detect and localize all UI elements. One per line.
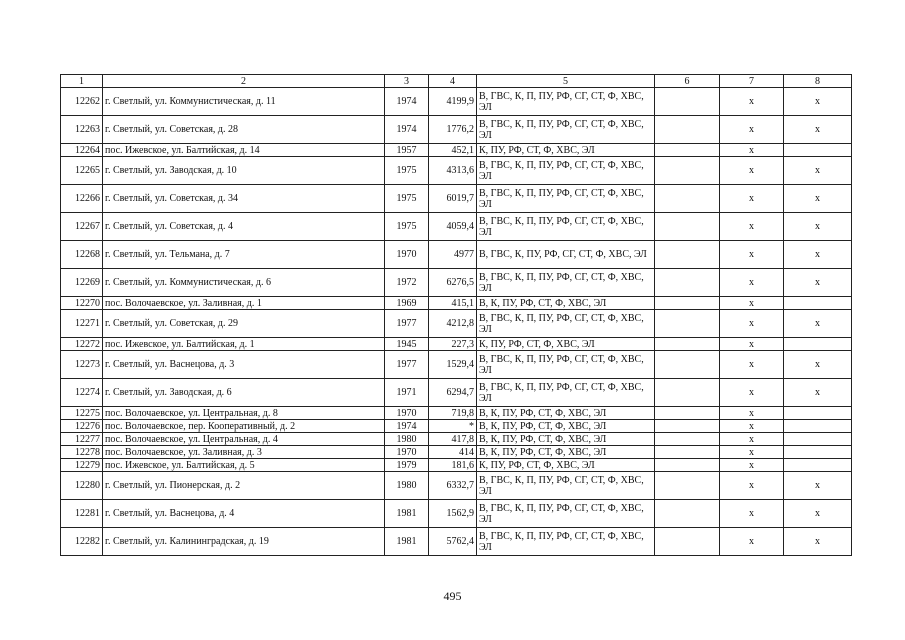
column-7-cell: x — [720, 116, 784, 144]
column-6-cell — [655, 157, 720, 185]
column-8-cell — [784, 446, 852, 459]
address-cell: г. Светлый, ул. Васнецова, д. 3 — [103, 351, 385, 379]
year-cell: 1974 — [385, 116, 429, 144]
column-8-cell: x — [784, 379, 852, 407]
record-number-cell: 12278 — [61, 446, 103, 459]
address-cell: пос. Волочаевское, ул. Заливная, д. 3 — [103, 446, 385, 459]
table-row — [61, 297, 852, 310]
record-number-cell: 12274 — [61, 379, 103, 407]
table-row — [61, 500, 852, 528]
services-cell: В, К, ПУ, РФ, СТ, Ф, ХВС, ЭЛ — [477, 407, 655, 420]
column-8-cell: x — [784, 185, 852, 213]
area-cell: 417,8 — [429, 433, 477, 446]
year-cell: 1981 — [385, 528, 429, 556]
address-cell: г. Светлый, ул. Коммунистическая, д. 11 — [103, 88, 385, 116]
year-cell: 1979 — [385, 459, 429, 472]
services-cell: В, К, ПУ, РФ, СТ, Ф, ХВС, ЭЛ — [477, 446, 655, 459]
area-cell: 4212,8 — [429, 310, 477, 338]
address-cell: г. Светлый, ул. Заводская, д. 6 — [103, 379, 385, 407]
address-cell: г. Светлый, ул. Коммунистическая, д. 6 — [103, 269, 385, 297]
column-8-cell: x — [784, 116, 852, 144]
column-8-cell — [784, 297, 852, 310]
record-number-cell: 12265 — [61, 157, 103, 185]
services-cell: В, ГВС, К, П, ПУ, РФ, СГ, СТ, Ф, ХВС, ЭЛ — [477, 269, 655, 297]
area-cell: 181,6 — [429, 459, 477, 472]
column-7-cell: x — [720, 379, 784, 407]
header-row — [61, 75, 852, 88]
column-6-cell — [655, 213, 720, 241]
area-cell: 1776,2 — [429, 116, 477, 144]
column-7-cell: x — [720, 459, 784, 472]
column-7-cell: x — [720, 213, 784, 241]
column-8-cell: x — [784, 351, 852, 379]
column-8-cell: x — [784, 472, 852, 500]
column-6-cell — [655, 379, 720, 407]
table-row — [61, 185, 852, 213]
services-cell: К, ПУ, РФ, СТ, Ф, ХВС, ЭЛ — [477, 459, 655, 472]
services-cell: В, К, ПУ, РФ, СТ, Ф, ХВС, ЭЛ — [477, 420, 655, 433]
address-cell: г. Светлый, ул. Калининградская, д. 19 — [103, 528, 385, 556]
column-7-cell: x — [720, 338, 784, 351]
services-cell: В, ГВС, К, П, ПУ, РФ, СГ, СТ, Ф, ХВС, ЭЛ — [477, 379, 655, 407]
column-8-cell — [784, 433, 852, 446]
table-row — [61, 144, 852, 157]
services-cell: К, ПУ, РФ, СТ, Ф, ХВС, ЭЛ — [477, 338, 655, 351]
year-cell: 1971 — [385, 379, 429, 407]
address-cell: пос. Волочаевское, ул. Центральная, д. 8 — [103, 407, 385, 420]
column-7-cell: x — [720, 407, 784, 420]
column-6-cell — [655, 338, 720, 351]
services-cell: В, ГВС, К, П, ПУ, РФ, СГ, СТ, Ф, ХВС, ЭЛ — [477, 185, 655, 213]
column-6-cell — [655, 310, 720, 338]
services-cell: В, ГВС, К, П, ПУ, РФ, СГ, СТ, Ф, ХВС, ЭЛ — [477, 528, 655, 556]
column-6-cell — [655, 420, 720, 433]
table-row — [61, 379, 852, 407]
record-number-cell: 12270 — [61, 297, 103, 310]
services-cell: В, ГВС, К, П, ПУ, РФ, СГ, СТ, Ф, ХВС, ЭЛ — [477, 88, 655, 116]
table-row — [61, 446, 852, 459]
year-cell: 1972 — [385, 269, 429, 297]
table-row — [61, 407, 852, 420]
table-row — [61, 269, 852, 297]
area-cell: 719,8 — [429, 407, 477, 420]
column-6-cell — [655, 269, 720, 297]
area-cell: 6332,7 — [429, 472, 477, 500]
services-cell: В, ГВС, К, П, ПУ, РФ, СГ, СТ, Ф, ХВС, ЭЛ — [477, 351, 655, 379]
table-row — [61, 433, 852, 446]
column-8-cell: x — [784, 500, 852, 528]
column-8-cell: x — [784, 241, 852, 269]
year-cell: 1977 — [385, 310, 429, 338]
services-cell: В, ГВС, К, П, ПУ, РФ, СГ, СТ, Ф, ХВС, ЭЛ — [477, 500, 655, 528]
year-cell: 1970 — [385, 407, 429, 420]
year-cell: 1974 — [385, 88, 429, 116]
record-number-cell: 12277 — [61, 433, 103, 446]
address-cell: пос. Ижевское, ул. Балтийская, д. 1 — [103, 338, 385, 351]
record-number-cell: 12276 — [61, 420, 103, 433]
address-cell: г. Светлый, ул. Тельмана, д. 7 — [103, 241, 385, 269]
column-header: 4 — [429, 75, 477, 88]
area-cell: 4059,4 — [429, 213, 477, 241]
column-7-cell: x — [720, 241, 784, 269]
area-cell: 227,3 — [429, 338, 477, 351]
page-number: 495 — [443, 589, 462, 603]
column-6-cell — [655, 88, 720, 116]
address-cell: пос. Ижевское, ул. Балтийская, д. 5 — [103, 459, 385, 472]
column-7-cell: x — [720, 351, 784, 379]
record-number-cell: 12266 — [61, 185, 103, 213]
year-cell: 1975 — [385, 213, 429, 241]
column-header: 7 — [720, 75, 784, 88]
column-7-cell: x — [720, 528, 784, 556]
area-cell: 6294,7 — [429, 379, 477, 407]
column-7-cell: x — [720, 500, 784, 528]
year-cell: 1970 — [385, 446, 429, 459]
housing-register-table — [60, 74, 852, 556]
column-6-cell — [655, 433, 720, 446]
services-cell: В, К, ПУ, РФ, СТ, Ф, ХВС, ЭЛ — [477, 433, 655, 446]
column-6-cell — [655, 407, 720, 420]
year-cell: 1957 — [385, 144, 429, 157]
column-8-cell — [784, 338, 852, 351]
services-cell: В, ГВС, К, П, ПУ, РФ, СГ, СТ, Ф, ХВС, ЭЛ — [477, 213, 655, 241]
column-7-cell: x — [720, 185, 784, 213]
address-cell: г. Светлый, ул. Советская, д. 34 — [103, 185, 385, 213]
year-cell: 1974 — [385, 420, 429, 433]
record-number-cell: 12264 — [61, 144, 103, 157]
column-8-cell: x — [784, 88, 852, 116]
column-7-cell: x — [720, 472, 784, 500]
column-header: 6 — [655, 75, 720, 88]
record-number-cell: 12271 — [61, 310, 103, 338]
address-cell: пос. Волочаевское, пер. Кооперативный, д. 2 — [103, 420, 385, 433]
record-number-cell: 12279 — [61, 459, 103, 472]
address-cell: г. Светлый, ул. Советская, д. 29 — [103, 310, 385, 338]
table-row — [61, 157, 852, 185]
area-cell: 452,1 — [429, 144, 477, 157]
column-8-cell — [784, 420, 852, 433]
table-row — [61, 528, 852, 556]
year-cell: 1977 — [385, 351, 429, 379]
address-cell: пос. Волочаевское, ул. Заливная, д. 1 — [103, 297, 385, 310]
column-header: 1 — [61, 75, 103, 88]
column-6-cell — [655, 185, 720, 213]
column-6-cell — [655, 351, 720, 379]
area-cell: 415,1 — [429, 297, 477, 310]
column-7-cell: x — [720, 297, 784, 310]
table-row — [61, 116, 852, 144]
record-number-cell: 12263 — [61, 116, 103, 144]
table-row — [61, 241, 852, 269]
table-row — [61, 351, 852, 379]
column-6-cell — [655, 459, 720, 472]
record-number-cell: 12268 — [61, 241, 103, 269]
record-number-cell: 12280 — [61, 472, 103, 500]
column-6-cell — [655, 446, 720, 459]
area-cell: 1529,4 — [429, 351, 477, 379]
table-row — [61, 88, 852, 116]
year-cell: 1981 — [385, 500, 429, 528]
area-cell: 4199,9 — [429, 88, 477, 116]
column-6-cell — [655, 241, 720, 269]
record-number-cell: 12262 — [61, 88, 103, 116]
column-header: 3 — [385, 75, 429, 88]
year-cell: 1969 — [385, 297, 429, 310]
column-8-cell: x — [784, 213, 852, 241]
column-header: 2 — [103, 75, 385, 88]
column-8-cell — [784, 144, 852, 157]
services-cell: К, ПУ, РФ, СТ, Ф, ХВС, ЭЛ — [477, 144, 655, 157]
area-cell: 1562,9 — [429, 500, 477, 528]
area-cell: 5762,4 — [429, 528, 477, 556]
year-cell: 1975 — [385, 157, 429, 185]
record-number-cell: 12269 — [61, 269, 103, 297]
year-cell: 1945 — [385, 338, 429, 351]
address-cell: пос. Ижевское, ул. Балтийская, д. 14 — [103, 144, 385, 157]
table-row — [61, 213, 852, 241]
column-6-cell — [655, 528, 720, 556]
area-cell: 4313,6 — [429, 157, 477, 185]
column-6-cell — [655, 297, 720, 310]
column-6-cell — [655, 144, 720, 157]
year-cell: 1980 — [385, 472, 429, 500]
year-cell: 1970 — [385, 241, 429, 269]
column-7-cell: x — [720, 269, 784, 297]
column-8-cell: x — [784, 528, 852, 556]
services-cell: В, ГВС, К, П, ПУ, РФ, СГ, СТ, Ф, ХВС, ЭЛ — [477, 310, 655, 338]
address-cell: г. Светлый, ул. Пионерская, д. 2 — [103, 472, 385, 500]
address-cell: г. Светлый, ул. Советская, д. 4 — [103, 213, 385, 241]
table-row — [61, 338, 852, 351]
column-8-cell: x — [784, 157, 852, 185]
column-6-cell — [655, 116, 720, 144]
area-cell: 6276,5 — [429, 269, 477, 297]
record-number-cell: 12272 — [61, 338, 103, 351]
record-number-cell: 12267 — [61, 213, 103, 241]
area-cell: 6019,7 — [429, 185, 477, 213]
column-6-cell — [655, 500, 720, 528]
column-7-cell: x — [720, 310, 784, 338]
table-row — [61, 420, 852, 433]
area-cell: 4977 — [429, 241, 477, 269]
record-number-cell: 12282 — [61, 528, 103, 556]
address-cell: г. Светлый, ул. Советская, д. 28 — [103, 116, 385, 144]
services-cell: В, ГВС, К, П, ПУ, РФ, СГ, СТ, Ф, ХВС, ЭЛ — [477, 472, 655, 500]
column-7-cell: x — [720, 420, 784, 433]
table-row — [61, 310, 852, 338]
record-number-cell: 12281 — [61, 500, 103, 528]
column-7-cell: x — [720, 446, 784, 459]
column-8-cell — [784, 407, 852, 420]
table-row — [61, 459, 852, 472]
column-header: 5 — [477, 75, 655, 88]
column-header: 8 — [784, 75, 852, 88]
column-8-cell: x — [784, 310, 852, 338]
services-cell: В, ГВС, К, ПУ, РФ, СГ, СТ, Ф, ХВС, ЭЛ — [477, 241, 655, 269]
record-number-cell: 12275 — [61, 407, 103, 420]
address-cell: г. Светлый, ул. Васнецова, д. 4 — [103, 500, 385, 528]
services-cell: В, ГВС, К, П, ПУ, РФ, СГ, СТ, Ф, ХВС, ЭЛ — [477, 116, 655, 144]
column-6-cell — [655, 472, 720, 500]
year-cell: 1980 — [385, 433, 429, 446]
table-body — [61, 88, 852, 556]
address-cell: пос. Волочаевское, ул. Центральная, д. 4 — [103, 433, 385, 446]
column-7-cell: x — [720, 157, 784, 185]
column-7-cell: x — [720, 144, 784, 157]
record-number-cell: 12273 — [61, 351, 103, 379]
services-cell: В, К, ПУ, РФ, СТ, Ф, ХВС, ЭЛ — [477, 297, 655, 310]
table-row — [61, 472, 852, 500]
area-cell: 414 — [429, 446, 477, 459]
column-7-cell: x — [720, 88, 784, 116]
area-cell: * — [429, 420, 477, 433]
address-cell: г. Светлый, ул. Заводская, д. 10 — [103, 157, 385, 185]
column-7-cell: x — [720, 433, 784, 446]
year-cell: 1975 — [385, 185, 429, 213]
column-8-cell: x — [784, 269, 852, 297]
services-cell: В, ГВС, К, П, ПУ, РФ, СГ, СТ, Ф, ХВС, ЭЛ — [477, 157, 655, 185]
column-8-cell — [784, 459, 852, 472]
